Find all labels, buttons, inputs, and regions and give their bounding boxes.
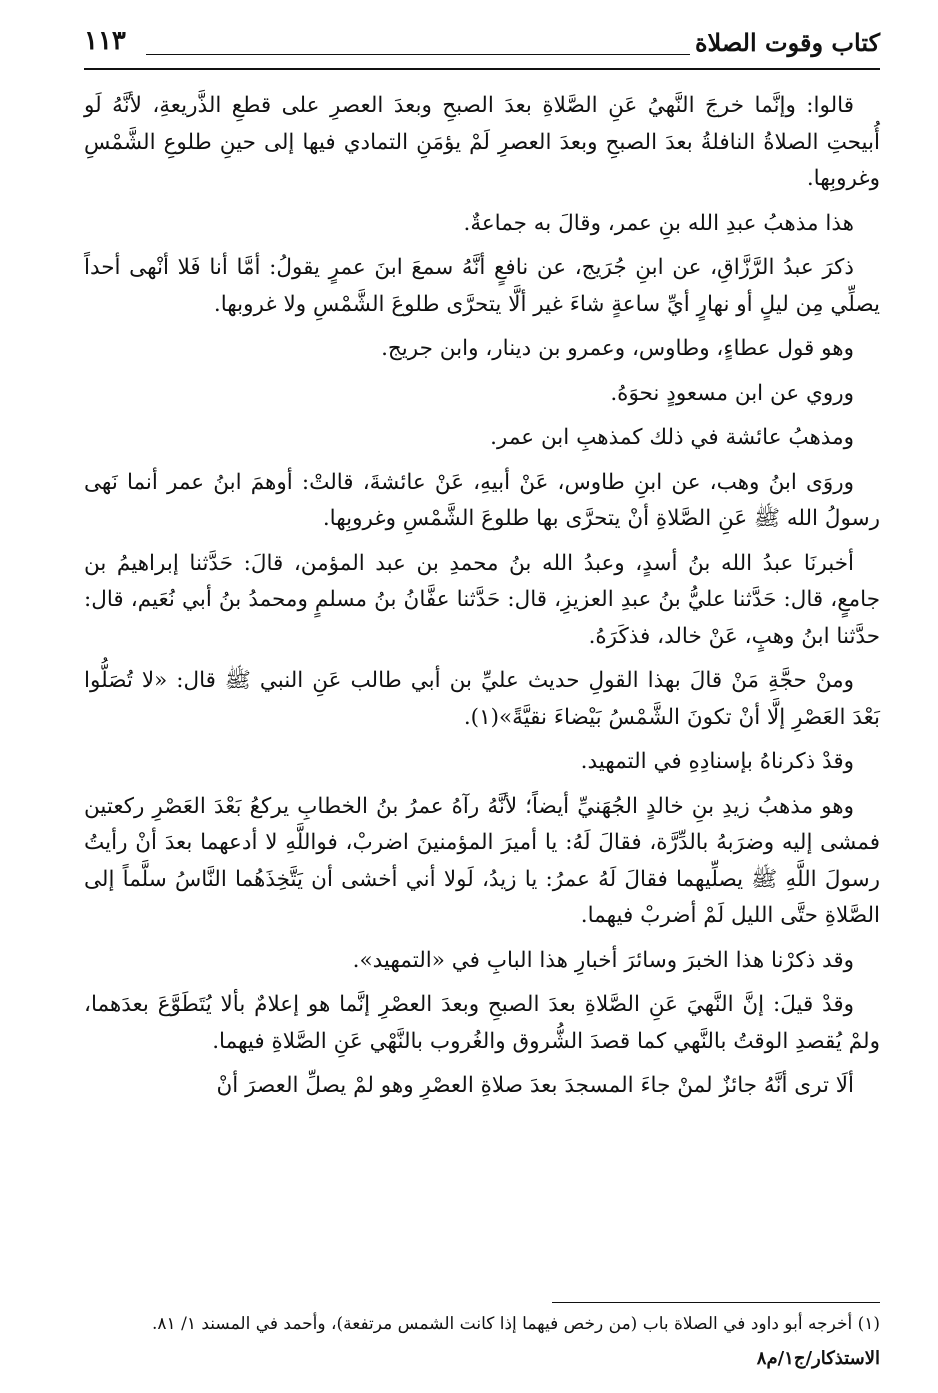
paragraph: ومنْ حجَّةِ مَنْ قالَ بهذا القولِ حديث عليِّ بن أبي طالب عَنِ النبي ﷺ قال: «لا تُصَلُّوا بَعْدَ العَصْرِ إلَّا أنْ تكونَ الشَّمْسُ بَيْضاءَ نقيَّةً»(١). [84,668,880,730]
paragraph: ذكرَ عبدُ الرَّزَّاقِ، عن ابنِ جُرَيج، عن نافعٍ أنَّهُ سمعَ ابنَ عمرٍ يقولُ: أمَّا أنا فَلا أنْهى أحداً يصلِّي مِن ليلٍ أو نهارٍ أيِّ ساعةٍ شاءَ غير ألَّا يتحرَّى طلوعَ الشَّمْسِ ولا غروبها. [84,255,880,317]
chapter-title: كتاب وقوت الصلاة [694,28,880,57]
paragraph: وروَى ابنُ وهب، عن ابنِ طاوس، عَنْ أبيهِ، عَنْ عائشةَ، قالتْ: أوهمَ ابنُ عمر أنما نَهى رسولُ الله ﷺ عَنِ الصَّلاةِ أنْ يتحرَّى بها طلوعَ الشَّمْسِ وغروبِها. [84,469,880,531]
paragraph: ألَا ترى أنَّهُ جائزٌ لمنْ جاءَ المسجدَ بعدَ صلاةِ العصْرِ وهو لمْ يصلِّ العصرَ أنْ [216,1073,854,1098]
paragraph: وهو قول عطاءٍ، وطاوس، وعمرو بن دينار، وابن جريج. [381,336,854,361]
header-title-rule [146,54,690,55]
volume-signature: الاستذكار/ج١/م٨ [756,1348,880,1369]
paragraph: وقد ذكرْنا هذا الخبرَ وسائرَ أخبارِ هذا البابِ في «التمهيد». [352,947,854,973]
paragraph: وروي عن ابن مسعودٍ نحوَهُ. [610,380,854,406]
footnote-divider [552,1302,880,1303]
paragraph: قالوا: وإنَّما خرجَ النَّهيُ عَنِ الصَّلاةِ بعدَ الصبحِ وبعدَ العصرِ على قطعِ الذَّريعةِ، لأنَّهُ لَو أُبيحتِ الصلاةُ النافلةُ بعدَ الصبحِ وبعدَ العصرِ لَمْ يؤمَنِ التمادي فيها إلى حينِ طلوعِ الشَّمْسِ وغروبِها. [84,93,880,191]
page-header [84,22,880,72]
page-number: ١١٣ [84,26,126,56]
footnote: (١) أخرجه أبو داود في الصلاة باب (من رخص فيهما إذا كانت الشمس مرتفعة)، وأحمد في المسند ١/ ٨١. [152,1314,880,1334]
paragraph: وقدْ قيلَ: إنَّ النَّهيَ عَنِ الصَّلاةِ بعدَ الصبحِ وبعدَ العصْرِ إنَّما هو إعلامٌ بألا يُتَطَوَّعَ بعدَهما، ولمْ يُقصدِ الوقتُ بالنَّهي كما قصدَ الشُّروق والغُروب بالنَّهْي عَنِ الصَّلاةِ فيهما. [84,992,880,1054]
paragraph: وقدْ ذكرناهُ بإسنادِهِ في التمهيد. [580,749,854,774]
paragraph: هذا مذهبُ عبدِ الله بنِ عمر، وقالَ به جماعةٌ. [463,210,854,236]
paragraph: ومذهبُ عائشة في ذلك كمذهبِ ابن عمر. [490,425,854,450]
paragraph: أخبرنَا عبدُ الله بنُ أسدٍ، وعبدُ الله بنُ محمدِ بن عبد المؤمن، قالَ: حَدَّثنا إبراهيمُ بن جامعٍ، قال: حَدَّثنا عليُّ بنُ عبدِ العزيزِ، قال: حَدَّثنا عفَّانُ بنُ مسلمٍ ومحمدُ بنُ أبي نُعَيم، قال: حدَّثنا ابنُ وهبٍ، عَنْ خالد، فذكَرَهُ. [84,550,880,649]
paragraph: وهو مذهبُ زيدِ بنِ خالدٍ الجُهَنيِّ أيضاً؛ لأنَّهُ رآهُ عمرُ بنُ الخطابِ يركعُ بَعْدَ العَصْرِ ركعتين فمشى إليه وضرَبهُ بالدِّرَّة، فقالَ لَهُ: يا أميرَ المؤمنينَ اضربْ، فواللَّهِ لا أدعهما بعدَ أنْ رأيتُ رسولَ اللَّهِ ﷺ يصلِّيهما فقالَ لَهُ عمرُ: يا زيدُ، لَولا أني أخشى أن يَتَّخِذَهُما النَّاسُ سلَّماً إلى الصَّلاةِ حتَّى الليل لَمْ أضربْ فيهما. [84,793,880,928]
main-text [84,88,880,1113]
header-divider [84,68,880,70]
